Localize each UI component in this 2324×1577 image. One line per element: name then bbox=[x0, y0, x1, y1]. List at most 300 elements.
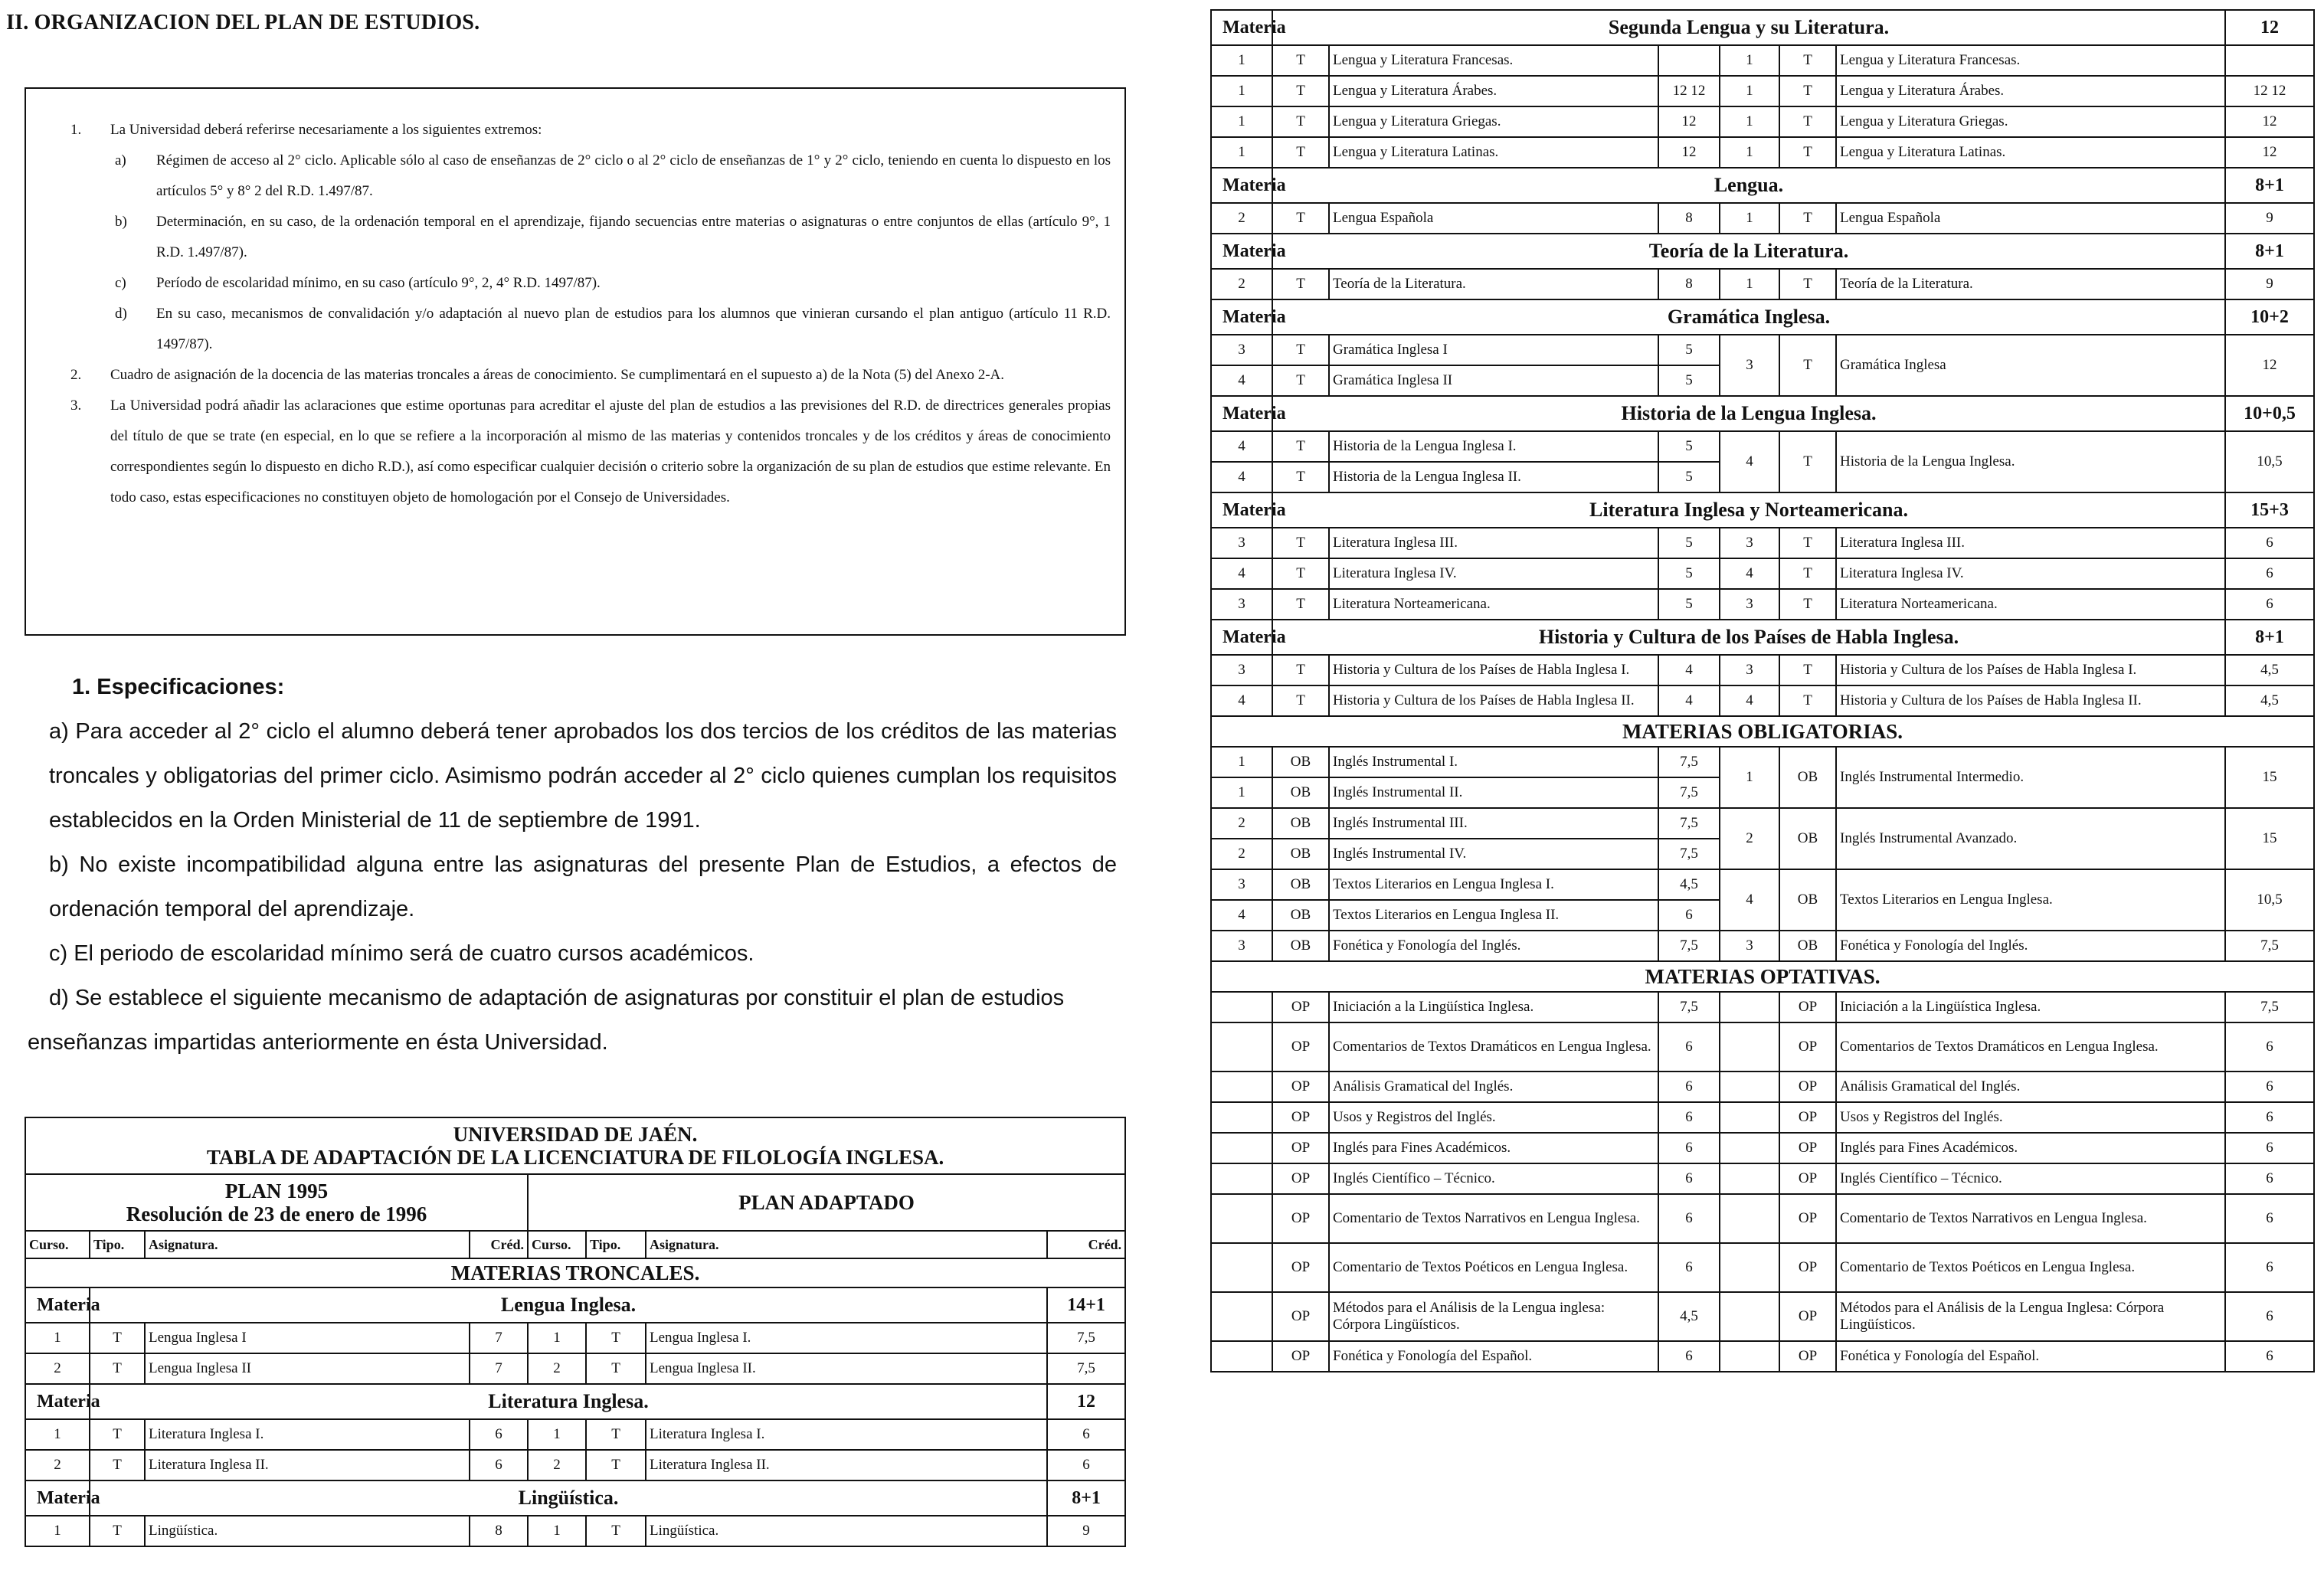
table-row bbox=[1211, 1133, 2314, 1163]
creditos-cell: 6 bbox=[2225, 1163, 2314, 1194]
asignatura-cell: Inglés Instrumental II. bbox=[1329, 777, 1658, 808]
materia-credits: 10+2 bbox=[2225, 299, 2314, 335]
creditos-cell: 7,5 bbox=[1658, 931, 1720, 961]
asignatura-cell: Inglés Instrumental Avanzado. bbox=[1836, 808, 2225, 869]
materia-row bbox=[1211, 492, 2314, 528]
table-row bbox=[1211, 685, 2314, 716]
plan-old-title: PLAN 1995 bbox=[224, 1179, 329, 1202]
tipo-cell: T bbox=[1272, 589, 1329, 620]
asignatura-cell: Lengua y Literatura Francesas. bbox=[1329, 45, 1658, 76]
section-title: MATERIAS OBLIGATORIAS. bbox=[1211, 716, 2314, 747]
table-row bbox=[1211, 747, 2314, 777]
tipo-cell: OP bbox=[1272, 1022, 1329, 1072]
tipo-cell: T bbox=[1779, 528, 1836, 558]
creditos-cell: 6 bbox=[2225, 1022, 2314, 1072]
curso-cell: 1 bbox=[1720, 203, 1779, 234]
curso-cell: 3 bbox=[1720, 528, 1779, 558]
creditos-cell: 7 bbox=[470, 1353, 528, 1384]
curso-cell: 3 bbox=[1720, 931, 1779, 961]
creditos-cell: 5 bbox=[1658, 431, 1720, 462]
asignatura-cell: Literatura Inglesa III. bbox=[1836, 528, 2225, 558]
curso-cell: 1 bbox=[25, 1323, 90, 1353]
tipo-cell: T bbox=[90, 1323, 145, 1353]
curso-cell: 1 bbox=[1720, 45, 1779, 76]
asignatura-cell: Literatura Inglesa I. bbox=[145, 1419, 470, 1450]
curso-cell: 1 bbox=[25, 1419, 90, 1450]
tipo-cell: T bbox=[1272, 685, 1329, 716]
materia-label: Materia bbox=[1211, 299, 1272, 335]
tipo-cell: T bbox=[1272, 335, 1329, 365]
materia-title: Teoría de la Literatura. bbox=[1272, 234, 2225, 269]
table-row bbox=[25, 1353, 1125, 1384]
note-number: 3. bbox=[70, 398, 82, 414]
tipo-cell: T bbox=[1779, 45, 1836, 76]
asignatura-cell: Comentario de Textos Poéticos en Lengua Inglesa. bbox=[1836, 1243, 2225, 1292]
column-header: Créd. bbox=[1047, 1231, 1125, 1258]
creditos-cell: 7,5 bbox=[2225, 992, 2314, 1022]
materia-credits: 8+1 bbox=[1047, 1480, 1125, 1516]
materia-label: Materia bbox=[1211, 10, 1272, 45]
page-heading: II. ORGANIZACION DEL PLAN DE ESTUDIOS. bbox=[6, 11, 480, 34]
creditos-cell: 6 bbox=[2225, 589, 2314, 620]
materia-credits: 15+3 bbox=[2225, 492, 2314, 528]
materia-label: Materia bbox=[1211, 620, 1272, 655]
curso-cell bbox=[1720, 1194, 1779, 1243]
tipo-cell: T bbox=[1779, 558, 1836, 589]
curso-cell: 1 bbox=[25, 1516, 90, 1546]
note-sub-text: Determinación, en su caso, de la ordenación temporal en el aprendizaje, fijando secuencias entre materias o asignaturas o entre conjuntos de ellas (artículo 9°, 1 R.D. 1.497/87). bbox=[156, 214, 1111, 260]
materia-title: Lengua. bbox=[1272, 168, 2225, 203]
tipo-cell: OB bbox=[1779, 931, 1836, 961]
tipo-cell: T bbox=[1779, 685, 1836, 716]
materia-label: Materia bbox=[1211, 168, 1272, 203]
tipo-cell: OP bbox=[1272, 1072, 1329, 1102]
curso-cell bbox=[1720, 1341, 1779, 1372]
tipo-cell: OB bbox=[1779, 808, 1836, 869]
adaptation-table-part1 bbox=[25, 1117, 1126, 1547]
materia-credits: 10+0,5 bbox=[2225, 396, 2314, 431]
tipo-cell: T bbox=[1272, 76, 1329, 106]
table-row bbox=[1211, 528, 2314, 558]
curso-cell: 3 bbox=[1211, 869, 1272, 900]
table-row bbox=[1211, 808, 2314, 839]
creditos-cell: 4,5 bbox=[1658, 1292, 1720, 1341]
asignatura-cell: Comentarios de Textos Dramáticos en Lengua Inglesa. bbox=[1836, 1022, 2225, 1072]
creditos-cell: 5 bbox=[1658, 528, 1720, 558]
creditos-cell: 9 bbox=[2225, 269, 2314, 299]
curso-cell bbox=[1211, 1292, 1272, 1341]
note-text: La Universidad podrá añadir las aclaraciones que estime oportunas para acreditar el ajuste del plan de estudios a las previsiones del R.D. de directrices generales propias del título de que se trate (en especial, en lo que se refiere a la incorporación al mismo de las materias y contenidos troncales y de los créditos y áreas de conocimiento correspondientes según lo dispuesto en dicho R.D.), así como especificar cualquier decisión o criterio sobre la organización de su plan de estudios que estime relevante. En todo caso, estas especificaciones no constituyen objeto de homologación por el Consejo de Universidades. bbox=[110, 398, 1111, 505]
note-item-1 bbox=[26, 115, 1111, 146]
creditos-cell: 7,5 bbox=[1658, 992, 1720, 1022]
creditos-cell: 6 bbox=[2225, 558, 2314, 589]
table-title-line2: TABLA DE ADAPTACIÓN DE LA LICENCIATURA DE FILOLOGÍA INGLESA. bbox=[206, 1146, 944, 1169]
asignatura-cell: Análisis Gramatical del Inglés. bbox=[1329, 1072, 1658, 1102]
materia-row bbox=[25, 1384, 1125, 1419]
tipo-cell: OP bbox=[1779, 1194, 1836, 1243]
curso-cell: 3 bbox=[1211, 589, 1272, 620]
tipo-cell: T bbox=[1779, 335, 1836, 396]
table-row bbox=[1211, 1341, 2314, 1372]
asignatura-cell: Lengua Inglesa I. bbox=[646, 1323, 1047, 1353]
curso-cell: 3 bbox=[1720, 335, 1779, 396]
materia-credits: 12 bbox=[2225, 10, 2314, 45]
asignatura-cell: Inglés Instrumental III. bbox=[1329, 808, 1658, 839]
table-row bbox=[1211, 589, 2314, 620]
asignatura-cell: Lengua Inglesa II. bbox=[646, 1353, 1047, 1384]
materia-title: Lingüística. bbox=[90, 1480, 1047, 1516]
tipo-cell: T bbox=[1272, 528, 1329, 558]
tipo-cell: T bbox=[586, 1323, 646, 1353]
curso-cell: 1 bbox=[1720, 747, 1779, 808]
note-sub-letter: c) bbox=[115, 275, 126, 291]
tipo-cell: OP bbox=[1779, 1072, 1836, 1102]
curso-cell: 4 bbox=[1720, 869, 1779, 931]
materia-title: Segunda Lengua y su Literatura. bbox=[1272, 10, 2225, 45]
curso-cell: 1 bbox=[1211, 137, 1272, 168]
curso-cell: 4 bbox=[1211, 900, 1272, 931]
tipo-cell: OB bbox=[1272, 900, 1329, 931]
materia-title: Historia y Cultura de los Países de Habla Inglesa. bbox=[1272, 620, 2225, 655]
table-row bbox=[1211, 931, 2314, 961]
asignatura-cell: Fonética y Fonología del Inglés. bbox=[1836, 931, 2225, 961]
creditos-cell: 6 bbox=[1658, 1102, 1720, 1133]
table-row bbox=[1211, 269, 2314, 299]
materia-credits: 8+1 bbox=[2225, 620, 2314, 655]
tipo-cell: OP bbox=[1272, 1163, 1329, 1194]
creditos-cell: 6 bbox=[1658, 900, 1720, 931]
asignatura-cell: Textos Literarios en Lengua Inglesa. bbox=[1836, 869, 2225, 931]
column-header: Créd. bbox=[470, 1231, 528, 1258]
note-sub-letter: b) bbox=[115, 214, 127, 230]
creditos-cell: 4,5 bbox=[1658, 869, 1720, 900]
note-sub-a bbox=[26, 146, 1111, 207]
curso-cell: 1 bbox=[1211, 747, 1272, 777]
creditos-cell: 7,5 bbox=[1047, 1353, 1125, 1384]
asignatura-cell: Iniciación a la Lingüística Inglesa. bbox=[1329, 992, 1658, 1022]
creditos-cell: 4 bbox=[1658, 655, 1720, 685]
asignatura-cell: Comentario de Textos Narrativos en Lengua Inglesa. bbox=[1329, 1194, 1658, 1243]
table-title bbox=[25, 1117, 1125, 1174]
plan-1995-header bbox=[25, 1174, 528, 1231]
note-sub-text: Período de escolaridad mínimo, en su caso (artículo 9°, 2, 4° R.D. 1497/87). bbox=[156, 275, 601, 291]
tipo-cell: OP bbox=[1779, 1292, 1836, 1341]
curso-cell: 4 bbox=[1211, 685, 1272, 716]
table-row bbox=[1211, 137, 2314, 168]
creditos-cell: 12 bbox=[2225, 106, 2314, 137]
curso-cell bbox=[1211, 1102, 1272, 1133]
tipo-cell: T bbox=[1272, 655, 1329, 685]
curso-cell: 3 bbox=[1211, 528, 1272, 558]
tipo-cell: T bbox=[586, 1516, 646, 1546]
curso-cell: 3 bbox=[1720, 655, 1779, 685]
creditos-cell: 7,5 bbox=[2225, 931, 2314, 961]
curso-cell: 1 bbox=[1211, 777, 1272, 808]
creditos-cell: 6 bbox=[2225, 1072, 2314, 1102]
creditos-cell: 8 bbox=[470, 1516, 528, 1546]
asignatura-cell: Lengua Inglesa II bbox=[145, 1353, 470, 1384]
spec-a: a) Para acceder al 2° ciclo el alumno deberá tener aprobados los dos tercios de los créditos de las materias troncales y obligatorias del primer ciclo. Asimismo podrán acceder al 2° ciclo quienes cumplan los requisitos establecidos en la Orden Ministerial de 11 de septiembre de 1991. bbox=[49, 719, 1117, 833]
note-sub-d bbox=[26, 299, 1111, 360]
curso-cell: 3 bbox=[1211, 655, 1272, 685]
asignatura-cell: Literatura Norteamericana. bbox=[1329, 589, 1658, 620]
materia-label: Materia bbox=[1211, 492, 1272, 528]
creditos-cell: 6 bbox=[2225, 1102, 2314, 1133]
column-header: Curso. bbox=[528, 1231, 586, 1258]
curso-cell bbox=[1720, 1133, 1779, 1163]
curso-cell: 2 bbox=[25, 1450, 90, 1480]
asignatura-cell: Gramática Inglesa bbox=[1836, 335, 2225, 396]
tipo-cell: T bbox=[1779, 431, 1836, 492]
asignatura-cell: Análisis Gramatical del Inglés. bbox=[1836, 1072, 2225, 1102]
left-column bbox=[0, 0, 1134, 1577]
tipo-cell: OB bbox=[1272, 747, 1329, 777]
spec-d-continued: enseñanzas impartidas anteriormente en ésta Universidad. bbox=[28, 1030, 608, 1055]
materia-credits: 14+1 bbox=[1047, 1287, 1125, 1323]
table-row bbox=[1211, 869, 2314, 900]
materia-row bbox=[1211, 168, 2314, 203]
creditos-cell: 4,5 bbox=[2225, 685, 2314, 716]
curso-cell: 2 bbox=[528, 1450, 586, 1480]
curso-cell: 2 bbox=[1211, 203, 1272, 234]
tipo-cell: T bbox=[1779, 655, 1836, 685]
creditos-cell: 12 bbox=[2225, 137, 2314, 168]
creditos-cell: 6 bbox=[1658, 1133, 1720, 1163]
creditos-cell: 6 bbox=[2225, 1243, 2314, 1292]
creditos-cell: 5 bbox=[1658, 558, 1720, 589]
creditos-cell: 6 bbox=[1658, 1341, 1720, 1372]
creditos-cell: 6 bbox=[1658, 1194, 1720, 1243]
curso-cell: 3 bbox=[1720, 589, 1779, 620]
spec-d: d) Se establece el siguiente mecanismo de adaptación de asignaturas por constituir el plan de estudios bbox=[49, 986, 1065, 1010]
table-row bbox=[1211, 203, 2314, 234]
curso-cell bbox=[1720, 992, 1779, 1022]
curso-cell: 1 bbox=[1720, 106, 1779, 137]
creditos-cell: 6 bbox=[1658, 1022, 1720, 1072]
tipo-cell: T bbox=[586, 1450, 646, 1480]
tipo-cell: OB bbox=[1272, 869, 1329, 900]
creditos-cell: 7,5 bbox=[1658, 747, 1720, 777]
tipo-cell: T bbox=[1272, 462, 1329, 492]
curso-cell bbox=[1211, 1341, 1272, 1372]
tipo-cell: OP bbox=[1272, 1194, 1329, 1243]
asignatura-cell: Comentario de Textos Poéticos en Lengua Inglesa. bbox=[1329, 1243, 1658, 1292]
tipo-cell: OP bbox=[1272, 992, 1329, 1022]
curso-cell: 4 bbox=[1211, 365, 1272, 396]
creditos-cell: 6 bbox=[470, 1450, 528, 1480]
asignatura-cell: Iniciación a la Lingüística Inglesa. bbox=[1836, 992, 2225, 1022]
tipo-cell: T bbox=[1779, 269, 1836, 299]
tipo-cell: OB bbox=[1272, 839, 1329, 869]
curso-cell bbox=[1720, 1243, 1779, 1292]
materia-label: Materia bbox=[1211, 396, 1272, 431]
section-row bbox=[25, 1258, 1125, 1287]
asignatura-cell: Métodos para el Análisis de la Lengua Inglesa: Córpora Lingüísticos. bbox=[1836, 1292, 2225, 1341]
curso-cell bbox=[1720, 1072, 1779, 1102]
spec-title: 1. Especificaciones: bbox=[72, 675, 285, 699]
creditos-cell: 6 bbox=[1047, 1450, 1125, 1480]
spec-c: c) El periodo de escolaridad mínimo será de cuatro cursos académicos. bbox=[49, 941, 754, 966]
asignatura-cell: Gramática Inglesa II bbox=[1329, 365, 1658, 396]
materia-label: Materia bbox=[1211, 234, 1272, 269]
materia-credits: 8+1 bbox=[2225, 168, 2314, 203]
asignatura-cell: Literatura Inglesa II. bbox=[145, 1450, 470, 1480]
tipo-cell: T bbox=[1779, 106, 1836, 137]
table-row bbox=[1211, 76, 2314, 106]
table-row bbox=[1211, 1292, 2314, 1341]
note-sub-text: En su caso, mecanismos de convalidación y/o adaptación al nuevo plan de estudios para los alumnos que vinieran cursando el plan antiguo (artículo 11 R.D. 1497/87). bbox=[156, 306, 1111, 352]
curso-cell bbox=[1211, 992, 1272, 1022]
asignatura-cell: Comentario de Textos Narrativos en Lengua Inglesa. bbox=[1836, 1194, 2225, 1243]
curso-cell: 1 bbox=[1720, 137, 1779, 168]
table-row bbox=[1211, 655, 2314, 685]
table-row bbox=[1211, 558, 2314, 589]
tipo-cell: T bbox=[1779, 137, 1836, 168]
tipo-cell: OP bbox=[1272, 1341, 1329, 1372]
curso-cell: 2 bbox=[1720, 808, 1779, 869]
tipo-cell: OP bbox=[1272, 1243, 1329, 1292]
creditos-cell: 6 bbox=[1658, 1243, 1720, 1292]
asignatura-cell: Historia de la Lengua Inglesa II. bbox=[1329, 462, 1658, 492]
asignatura-cell: Lengua y Literatura Árabes. bbox=[1329, 76, 1658, 106]
table-row bbox=[25, 1450, 1125, 1480]
curso-cell: 2 bbox=[1211, 808, 1272, 839]
table-row bbox=[1211, 1072, 2314, 1102]
creditos-cell: 15 bbox=[2225, 808, 2314, 869]
note-sub-text: Régimen de acceso al 2° ciclo. Aplicable sólo al caso de enseñanzas de 2° ciclo o al 2° ciclo de enseñanzas de 1° y 2° ciclo, teniendo en cuenta lo dispuesto en los artículos 5° y 8° 2 del R.D. 1.497/87. bbox=[156, 152, 1111, 199]
creditos-cell: 9 bbox=[2225, 203, 2314, 234]
creditos-cell: 6 bbox=[2225, 1133, 2314, 1163]
asignatura-cell: Lingüística. bbox=[646, 1516, 1047, 1546]
asignatura-cell: Literatura Inglesa II. bbox=[646, 1450, 1047, 1480]
curso-cell bbox=[1720, 1022, 1779, 1072]
table-row bbox=[1211, 431, 2314, 462]
tipo-cell: T bbox=[90, 1516, 145, 1546]
tipo-cell: OP bbox=[1272, 1102, 1329, 1133]
materia-title: Historia de la Lengua Inglesa. bbox=[1272, 396, 2225, 431]
materia-label: Materia bbox=[25, 1384, 90, 1419]
creditos-cell bbox=[1658, 45, 1720, 76]
creditos-cell: 12 12 bbox=[1658, 76, 1720, 106]
creditos-cell: 8 bbox=[1658, 269, 1720, 299]
curso-cell: 4 bbox=[1211, 462, 1272, 492]
materia-title: Literatura Inglesa y Norteamericana. bbox=[1272, 492, 2225, 528]
tipo-cell: T bbox=[586, 1353, 646, 1384]
column-header: Tipo. bbox=[90, 1231, 145, 1258]
tipo-cell: T bbox=[1779, 589, 1836, 620]
asignatura-cell: Lengua y Literatura Griegas. bbox=[1329, 106, 1658, 137]
note-text: La Universidad deberá referirse necesariamente a los siguientes extremos: bbox=[110, 122, 542, 138]
note-sub-c bbox=[26, 268, 1111, 299]
specifications bbox=[28, 665, 1117, 1065]
asignatura-cell: Comentarios de Textos Dramáticos en Lengua Inglesa. bbox=[1329, 1022, 1658, 1072]
tipo-cell: T bbox=[1779, 76, 1836, 106]
asignatura-cell: Inglés Instrumental Intermedio. bbox=[1836, 747, 2225, 808]
materia-row bbox=[1211, 299, 2314, 335]
tipo-cell: OB bbox=[1272, 808, 1329, 839]
section-row bbox=[1211, 961, 2314, 992]
table-row bbox=[1211, 45, 2314, 76]
asignatura-cell: Lengua Inglesa I bbox=[145, 1323, 470, 1353]
curso-cell: 4 bbox=[1720, 431, 1779, 492]
creditos-cell: 7,5 bbox=[1658, 777, 1720, 808]
asignatura-cell: Lengua y Literatura Árabes. bbox=[1836, 76, 2225, 106]
tipo-cell: T bbox=[1272, 431, 1329, 462]
curso-cell: 1 bbox=[528, 1516, 586, 1546]
curso-cell: 3 bbox=[1211, 335, 1272, 365]
creditos-cell: 7 bbox=[470, 1323, 528, 1353]
curso-cell: 1 bbox=[1720, 76, 1779, 106]
curso-cell bbox=[1720, 1163, 1779, 1194]
creditos-cell: 6 bbox=[1658, 1163, 1720, 1194]
curso-cell bbox=[1211, 1072, 1272, 1102]
curso-cell: 2 bbox=[25, 1353, 90, 1384]
materia-credits: 12 bbox=[1047, 1384, 1125, 1419]
tipo-cell: OB bbox=[1779, 747, 1836, 808]
asignatura-cell: Historia y Cultura de los Países de Habla Inglesa II. bbox=[1329, 685, 1658, 716]
creditos-cell: 5 bbox=[1658, 462, 1720, 492]
curso-cell: 3 bbox=[1211, 931, 1272, 961]
asignatura-cell: Usos y Registros del Inglés. bbox=[1836, 1102, 2225, 1133]
asignatura-cell: Inglés Instrumental IV. bbox=[1329, 839, 1658, 869]
asignatura-cell: Literatura Inglesa IV. bbox=[1836, 558, 2225, 589]
materia-title: Gramática Inglesa. bbox=[1272, 299, 2225, 335]
creditos-cell: 7,5 bbox=[1658, 808, 1720, 839]
curso-cell: 2 bbox=[1211, 839, 1272, 869]
table-title-row bbox=[25, 1117, 1125, 1174]
creditos-cell: 10,5 bbox=[2225, 431, 2314, 492]
plan-header-row bbox=[25, 1174, 1125, 1231]
materia-title: Literatura Inglesa. bbox=[90, 1384, 1047, 1419]
column-header: Asignatura. bbox=[145, 1231, 470, 1258]
tipo-cell: T bbox=[1272, 203, 1329, 234]
section-row bbox=[1211, 716, 2314, 747]
tipo-cell: T bbox=[1272, 365, 1329, 396]
table-row bbox=[1211, 1194, 2314, 1243]
asignatura-cell: Lengua Española bbox=[1329, 203, 1658, 234]
creditos-cell: 5 bbox=[1658, 589, 1720, 620]
asignatura-cell: Fonética y Fonología del Español. bbox=[1836, 1341, 2225, 1372]
tipo-cell: T bbox=[1272, 45, 1329, 76]
creditos-cell: 12 bbox=[1658, 106, 1720, 137]
asignatura-cell: Literatura Inglesa III. bbox=[1329, 528, 1658, 558]
materia-row bbox=[1211, 10, 2314, 45]
asignatura-cell: Historia y Cultura de los Países de Habla Inglesa I. bbox=[1329, 655, 1658, 685]
creditos-cell: 12 bbox=[1658, 137, 1720, 168]
asignatura-cell: Métodos para el Análisis de la Lengua inglesa: Córpora Lingüísticos. bbox=[1329, 1292, 1658, 1341]
column-header: Asignatura. bbox=[646, 1231, 1047, 1258]
curso-cell: 4 bbox=[1720, 685, 1779, 716]
materia-credits: 8+1 bbox=[2225, 234, 2314, 269]
curso-cell bbox=[1211, 1133, 1272, 1163]
table-row bbox=[25, 1419, 1125, 1450]
tipo-cell: OP bbox=[1779, 1022, 1836, 1072]
creditos-cell: 4 bbox=[1658, 685, 1720, 716]
tipo-cell: OP bbox=[1779, 992, 1836, 1022]
asignatura-cell: Historia y Cultura de los Países de Habla Inglesa I. bbox=[1836, 655, 2225, 685]
tipo-cell: T bbox=[586, 1419, 646, 1450]
section-title: MATERIAS TRONCALES. bbox=[25, 1258, 1125, 1287]
materia-row bbox=[25, 1287, 1125, 1323]
table-row bbox=[1211, 1022, 2314, 1072]
table-row bbox=[25, 1323, 1125, 1353]
curso-cell bbox=[1720, 1102, 1779, 1133]
table-row bbox=[1211, 106, 2314, 137]
creditos-cell: 7,5 bbox=[1658, 839, 1720, 869]
materia-label: Materia bbox=[25, 1480, 90, 1516]
creditos-cell: 6 bbox=[2225, 1292, 2314, 1341]
asignatura-cell: Inglés Científico – Técnico. bbox=[1329, 1163, 1658, 1194]
